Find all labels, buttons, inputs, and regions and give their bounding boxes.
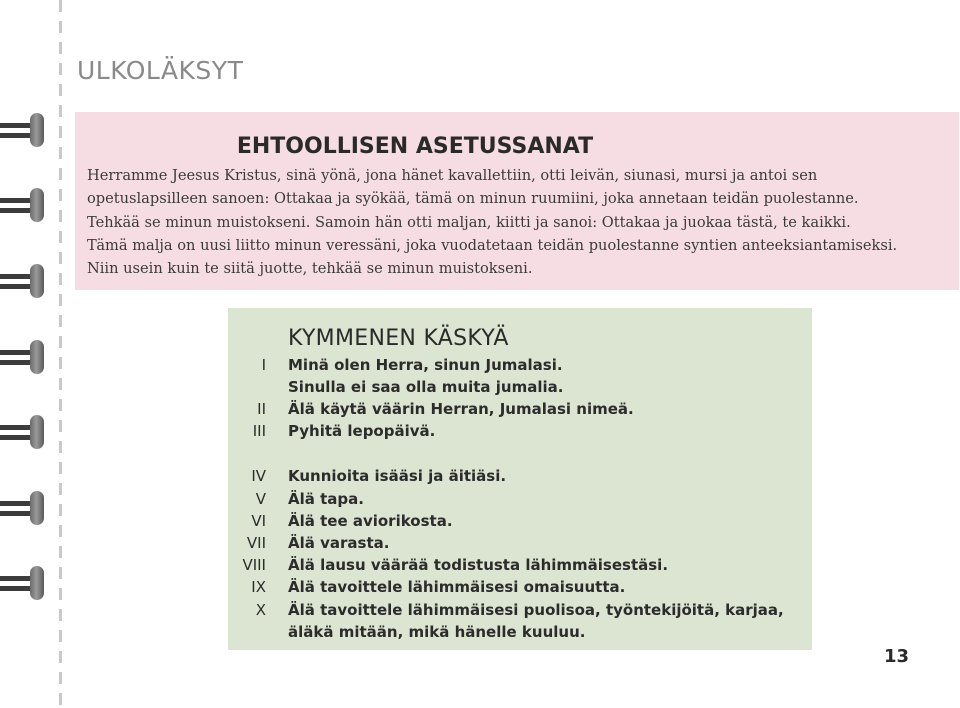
commandment-text: Älä varasta. [288, 534, 390, 552]
text-line: Herramme Jeesus Kristus, sinä yönä, jona hänet kavallettiin, otti leivän, siunasi, mursi ja antoi sen [87, 167, 818, 184]
commandment-row [228, 554, 812, 576]
section-title: ULKOLÄKSYT [77, 56, 244, 85]
communion-words-box [75, 112, 959, 290]
commandment-text: Älä tavoittele lähimmäisesi puolisoa, työntekijöitä, karjaa, [288, 601, 784, 619]
text-line: opetuslapsilleen sanoen: Ottakaa ja syökää, tämä on minun ruumiini, joka annetaan teidän puolestanne. [87, 190, 859, 208]
commandment-text: Kunnioita isääsi ja äitiäsi. [288, 467, 507, 485]
commandment-row [228, 354, 812, 376]
spiral-ring-icon [0, 113, 48, 147]
commandment-row [228, 621, 812, 643]
commandment-number: X [255, 601, 266, 619]
commandment-text: Pyhitä lepopäivä. [288, 422, 436, 440]
spiral-ring-icon [0, 340, 48, 374]
ten-commandments-box [228, 308, 812, 650]
communion-words-title: EHTOOLLISEN ASETUSSANAT [236, 134, 594, 159]
ten-commandments-title: KYMMENEN KÄSKYÄ [288, 326, 509, 351]
commandment-number: VIII [242, 556, 266, 574]
commandment-row [228, 599, 812, 621]
commandment-number: V [255, 490, 266, 508]
commandment-text: Älä käytä väärin Herran, Jumalasi nimeä. [288, 400, 634, 418]
commandment-row [228, 465, 812, 487]
commandment-row [228, 532, 812, 554]
spiral-ring-icon [0, 188, 48, 222]
margin-line [59, 0, 62, 708]
commandment-text: äläkä mitään, mikä hänelle kuuluu. [288, 623, 586, 641]
commandment-text: Älä lausu väärää todistusta lähimmäisestäsi. [288, 556, 669, 574]
commandment-number: III [252, 422, 266, 440]
commandment-number: VI [251, 512, 266, 530]
page-number: 13 [884, 646, 910, 667]
commandment-text: Älä tavoittele lähimmäisesi omaisuutta. [288, 578, 626, 596]
text-line: Tämä malja on uusi liitto minun veressäni, joka vuodatetaan teidän puolestanne syntien anteeksiantamiseksi. [87, 236, 898, 254]
text-line: Tehkää se minun muistokseni. Samoin hän otti maljan, kiitti ja sanoi: Ottakaa ja juokaa tästä, te kaikki. [87, 213, 851, 231]
commandment-number: IV [251, 467, 266, 485]
commandment-row [228, 576, 812, 598]
commandment-text: Älä tee aviorikosta. [288, 512, 453, 530]
text-line: Niin usein kuin te siitä juotte, tehkää se minun muistokseni. [87, 260, 533, 278]
commandment-number: IX [251, 578, 266, 596]
commandment-text: Sinulla ei saa olla muita jumalia. [288, 378, 564, 396]
commandment-row [228, 420, 812, 442]
commandment-text: Älä tapa. [288, 490, 364, 508]
communion-words-text [87, 164, 952, 280]
commandment-row [228, 376, 812, 398]
spiral-ring-icon [0, 491, 48, 525]
commandment-text: Minä olen Herra, sinun Jumalasi. [288, 356, 563, 374]
commandment-row [228, 488, 812, 510]
spiral-ring-icon [0, 415, 48, 449]
commandment-number: I [261, 356, 266, 374]
commandment-number: II [257, 400, 266, 418]
commandment-row [228, 510, 812, 532]
commandment-row [228, 398, 812, 420]
spiral-ring-icon [0, 566, 48, 600]
commandment-number: VII [246, 534, 266, 552]
spiral-ring-icon [0, 264, 48, 298]
